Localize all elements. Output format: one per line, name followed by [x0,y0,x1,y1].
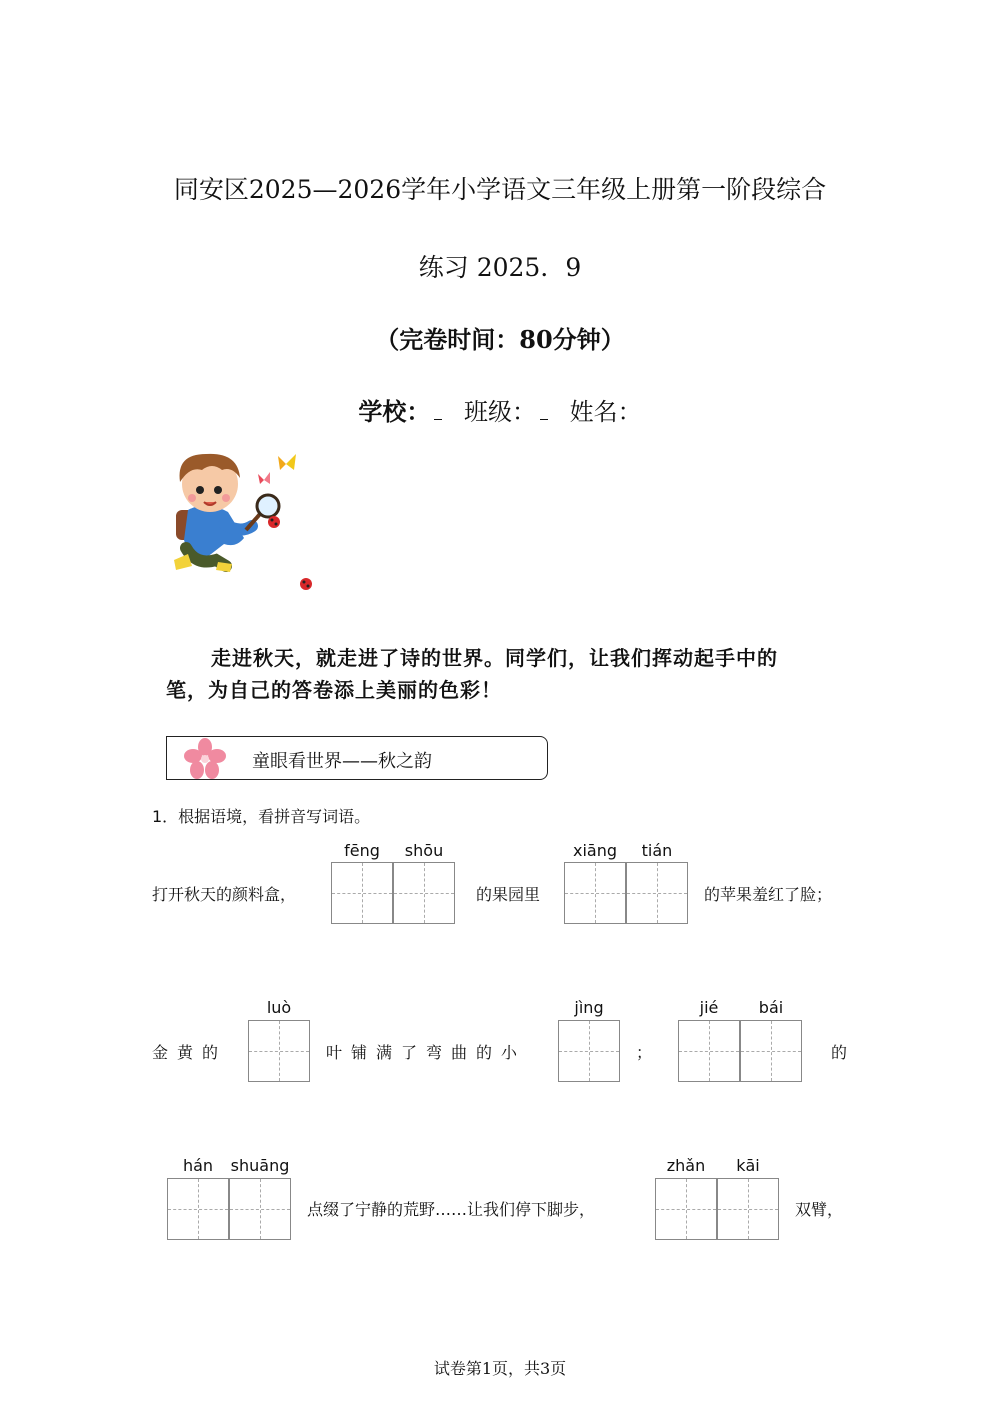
question-1-prompt: 1．根据语境，看拼音写词语。 [152,807,371,826]
pinyin-bai: bái [758,998,784,1017]
row1-text-2: 的果园里 [476,885,541,904]
row2-text-2: 叶铺满了弯曲的小 [326,1043,527,1062]
answer-grid-box[interactable] [626,862,688,924]
title-line-1: 同安区2025—2026学年小学语文三年级上册第一阶段综合 [173,175,827,204]
page-footer: 试卷第1页，共3页 [433,1359,567,1378]
intro-line-2: 笔，为自己的答卷添上美丽的色彩！ [166,678,502,702]
answer-grid-box[interactable] [331,862,393,924]
pinyin-kai: kāi [736,1156,760,1175]
answer-grid-box[interactable] [717,1178,779,1240]
row3-text-2: 双臂， [795,1200,844,1219]
pinyin-han: hán [182,1156,214,1175]
exam-time: （完卷时间：80分钟） [375,325,625,354]
answer-grid-box[interactable] [393,862,455,924]
pinyin-jie: jié [699,998,719,1017]
intro-line-1: 走进秋天，就走进了诗的世界。同学们，让我们挥动起手中的 [211,646,778,670]
pinyin-luo: luò [266,998,292,1017]
class-label: 班级： [464,398,536,426]
pinyin-tian: tián [641,841,673,860]
row2-text-3: ； [636,1043,653,1062]
flower-icon [184,738,226,780]
pinyin-feng: fēng [344,841,380,860]
answer-grid-box[interactable] [740,1020,802,1082]
name-label: 姓名： [569,398,642,426]
section-title: 童眼看世界——秋之韵 [252,751,432,772]
pinyin-zhan: zhǎn [666,1156,706,1175]
row3-text-1: 点缀了宁静的荒野……让我们停下脚步， [307,1200,596,1219]
pinyin-shou: shōu [404,841,444,860]
row1-text-1: 打开秋天的颜料盒， [152,885,297,904]
answer-grid-box[interactable] [248,1020,310,1082]
student-info-row [0,392,1000,427]
answer-grid-box[interactable] [167,1178,229,1240]
school-label: 学校： [358,398,431,426]
pinyin-jing: jìng [574,998,604,1017]
row2-text-1: 金黄的 [152,1043,228,1062]
school-blank[interactable] [434,405,442,420]
answer-grid-box[interactable] [678,1020,740,1082]
answer-grid-box[interactable] [229,1178,291,1240]
pinyin-shuang: shuāng [230,1156,290,1175]
class-blank[interactable] [540,405,548,420]
answer-grid-box[interactable] [558,1020,620,1082]
pinyin-xiang: xiāng [572,841,617,860]
answer-grid-box[interactable] [564,862,626,924]
row1-text-3: 的苹果羞红了脸； [704,885,833,904]
answer-grid-box[interactable] [655,1178,717,1240]
row2-text-4: 的 [831,1043,848,1062]
boy-with-magnifier-illustration [166,448,316,598]
title-line-2: 练习 2025．9 [418,253,582,282]
